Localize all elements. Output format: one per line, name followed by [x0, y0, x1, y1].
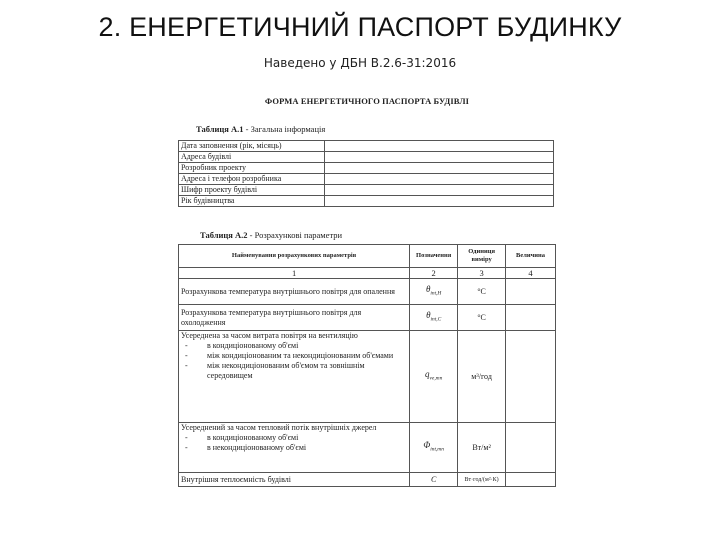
header-row — [179, 245, 556, 268]
param-value — [506, 473, 556, 487]
table1-caption-rest: - Загальна інформація — [243, 124, 326, 134]
col-num: 4 — [506, 268, 556, 279]
header-name: Найменування розрахункових параметрів — [179, 245, 410, 268]
header-symbol: Позначення — [410, 245, 458, 268]
header-value: Величина — [506, 245, 556, 268]
table1-caption-bold: Таблиця А.1 — [196, 124, 244, 134]
list-item: - в некондиціонованому об'ємі — [185, 443, 307, 452]
param-value — [506, 305, 556, 331]
col-num: 3 — [458, 268, 506, 279]
table-row — [179, 473, 556, 487]
row-label: Шифр проекту будівлі — [179, 185, 325, 196]
slide-title: 2. ЕНЕРГЕТИЧНИЙ ПАСПОРТ БУДИНКУ — [98, 12, 622, 42]
table2-caption-rest: - Розрахункові параметри — [247, 230, 343, 240]
table2-caption — [200, 230, 342, 240]
table-row — [179, 174, 554, 185]
row-label: Розробник проекту — [179, 163, 325, 174]
table2-caption-bold: Таблиця А.2 — [200, 230, 248, 240]
table-row — [179, 152, 554, 163]
param-unit: °C — [458, 279, 506, 305]
general-info-table — [178, 140, 554, 207]
list-item: - в кондиціонованому об'ємі — [185, 433, 299, 442]
list-item: - в кондиціонованому об'ємі — [185, 341, 299, 350]
param-name — [179, 331, 410, 423]
param-symbol: C — [410, 473, 458, 487]
table1-caption — [196, 124, 325, 134]
param-sublist — [181, 341, 407, 381]
col-num: 2 — [410, 268, 458, 279]
param-unit: Вт/м² — [458, 423, 506, 473]
table-row — [179, 331, 556, 423]
list-item: - між кондиціонованим та некондиціонованим об'ємами — [185, 351, 394, 360]
param-unit: Вт·год/(м²·К) — [458, 473, 506, 487]
param-value — [506, 423, 556, 473]
param-symbol: $\Phi_{int,mn}$ — [410, 423, 458, 473]
table-row — [179, 141, 554, 152]
row-label: Адреса будівлі — [179, 152, 325, 163]
slide-subtitle: Наведено у ДБН В.2.6-31:2016 — [263, 56, 457, 70]
param-name: Розрахункова температура внутрішнього повітря для опалення — [179, 279, 410, 305]
table-row — [179, 196, 554, 207]
value-cell — [324, 174, 553, 185]
row-label: Дата заповнення (рік, місяць) — [179, 141, 325, 152]
table-row — [179, 185, 554, 196]
table-row — [179, 305, 556, 331]
table-row — [179, 423, 556, 473]
value-cell — [324, 141, 553, 152]
param-name: Внутрішня теплоємність будівлі — [179, 473, 410, 487]
param-unit: м³/год — [458, 331, 506, 423]
table-row — [179, 279, 556, 305]
param-sublist — [181, 433, 407, 453]
param-value — [506, 331, 556, 423]
value-cell — [324, 163, 553, 174]
param-name: Розрахункова температура внутрішнього повітря для охолодження — [179, 305, 410, 331]
param-symbol: $\theta_{int,C}$ — [410, 305, 458, 331]
row-label: Адреса і телефон розробника — [179, 174, 325, 185]
value-cell — [324, 152, 553, 163]
col-num: 1 — [179, 268, 410, 279]
param-name-text: Усереднений за часом тепловий потік внутрішніх джерел — [181, 423, 377, 432]
param-unit: °C — [458, 305, 506, 331]
row-label: Рік будівництва — [179, 196, 325, 207]
value-cell — [324, 196, 553, 207]
passport-form-document — [178, 92, 556, 502]
param-value — [506, 279, 556, 305]
column-number-row — [179, 268, 556, 279]
header-unit: Одиниця виміру — [458, 245, 506, 268]
list-item: - між некондиціонованим об'ємом та зовнішнім середовищем — [185, 361, 365, 380]
table-row — [179, 163, 554, 174]
param-name — [179, 423, 410, 473]
param-name-text: Усереднена за часом витрата повітря на вентиляцію — [181, 331, 358, 340]
calc-params-table — [178, 244, 556, 487]
param-symbol: $\theta_{int,H}$ — [410, 279, 458, 305]
form-title: ФОРМА ЕНЕРГЕТИЧНОГО ПАСПОРТА БУДІВЛІ — [264, 96, 470, 106]
value-cell — [324, 185, 553, 196]
param-symbol: $q_{ve,mn}$ — [410, 331, 458, 423]
